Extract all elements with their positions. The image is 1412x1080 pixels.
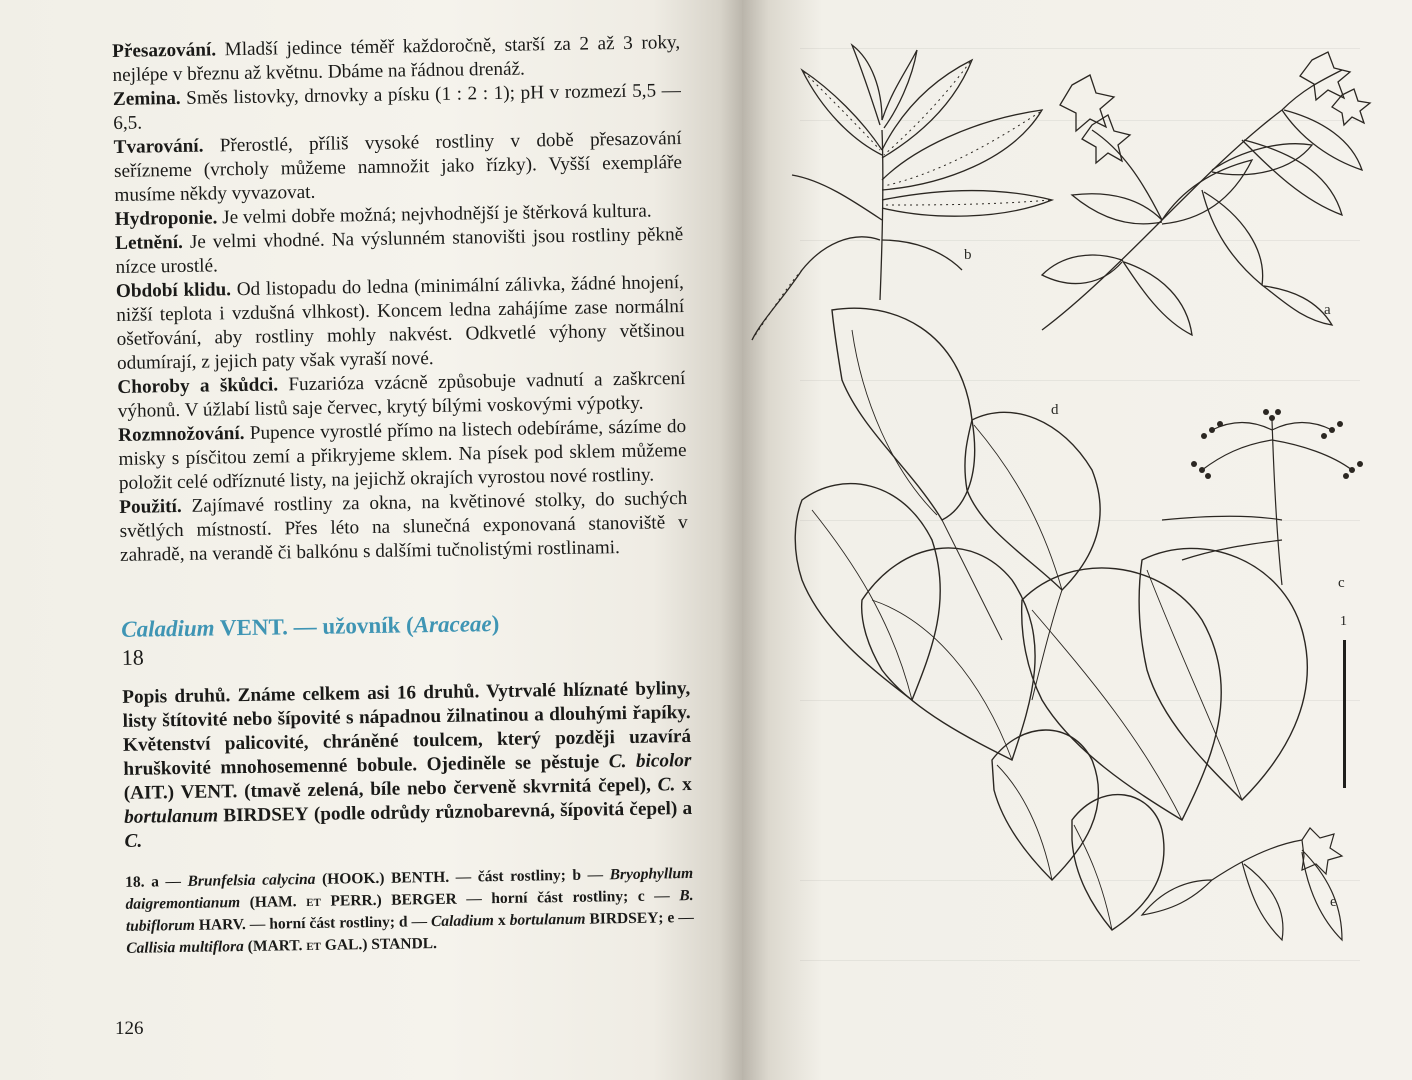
caption-species: Callisia multiflora	[126, 938, 244, 957]
botanical-illustration	[742, 0, 1412, 1080]
paragraph-text: (podle odrůdy různobarevná, šípovitá čepel) a	[308, 797, 693, 826]
paragraph-term: Letnění.	[115, 231, 184, 254]
paragraph-text: Je velmi vhodné. Na výslunném stanovišti jsou rostliny pěkně nízce urostlé.	[115, 224, 684, 278]
caption-text: — horní část rostliny; d —	[245, 913, 432, 934]
paragraph-text: Mladší jedince téměř každoročně, starší za 2 až 3 roky, nejlépe v březnu až květnu. Dbáme na řádnou drenáž.	[112, 32, 681, 86]
caption-species: Bryophyllum daigremontianum	[125, 864, 694, 913]
plant-b-bryophyllum	[752, 45, 1052, 340]
paragraph-obdobi-klidu	[116, 271, 685, 376]
figure-caption	[125, 863, 694, 960]
plate-label-a: a	[1324, 302, 1331, 318]
paragraph-text: x	[675, 773, 692, 796]
caption-species: Brunfelsia calycina	[187, 870, 316, 890]
section-family: Araceae	[413, 611, 492, 638]
section-genus: Caladium	[121, 615, 215, 642]
paragraph-text: Přerostlé, příliš vysoké rostliny v době přesazování seřízneme (vrcholy můžeme namnožit jako řízky). Vyšší exempláře musíme někdy vyvazovat.	[113, 128, 683, 206]
caption-author: (MART. et GAL.) STANDL.	[243, 935, 438, 956]
section-close: )	[491, 610, 500, 637]
paragraph-term: Choroby a škůdci.	[117, 374, 279, 398]
paragraph-term: Popis druhů.	[122, 685, 231, 708]
paragraph-text: Od listopadu do ledna (minimální zálivka, žádné hnojení, nižší teplota i vzdušná vlhkost). Koncem ledna zahájíme zase normální ošetřování, aby rostliny mohly nakvést. Odkvetlé výhony většinou odumírají, z jejich paty však vyraší nové.	[116, 272, 685, 374]
paragraph-term: Zemina.	[112, 87, 181, 110]
paragraph-term: Přesazování.	[112, 39, 217, 62]
paragraph-text: Pupence vyrostlé přímo na listech odebíráme, sázíme do misky s písčitou zemí a přikryjeme sklem. Na písek pod sklem můžeme položit celé odříznuté listy, na jejichž okrajích vyrostou nové rostliny.	[118, 416, 687, 494]
paragraph-text: Známe celkem asi 16 druhů. Vytrvalé hlíznaté byliny, listy štítovité nebo šípovité s nápadnou žilnatinou a dlouhými řapíky. Květenství palicovité, chráněné toulcem, který později uzavírá hruškovité mnohosemenné bobule. Ojediněle se pěstuje	[122, 677, 692, 780]
species-name: C. bicolor	[608, 749, 692, 773]
paragraph-rozmnozovani	[118, 415, 687, 496]
caption-text: 18. a —	[125, 872, 188, 891]
paragraph-term: Použití.	[119, 495, 182, 518]
caption-text: — část rostliny; b —	[449, 866, 610, 886]
plate-label-b: b	[964, 247, 972, 263]
species-name: C.	[657, 774, 676, 796]
caption-species: B. tubiflorum	[125, 886, 694, 935]
caption-species: bortulanum	[509, 910, 586, 929]
caption-author: HARV.	[194, 916, 246, 934]
caption-text: — horní část rostliny; c —	[456, 887, 680, 908]
species-name: C.	[124, 830, 143, 852]
figure-number: 18	[121, 644, 144, 670]
plate-label-d: d	[1051, 402, 1059, 418]
caption-species: Caladium	[430, 912, 495, 931]
right-page	[742, 0, 1412, 1080]
plate-label-c: c	[1338, 575, 1345, 591]
caption-text: ; e —	[658, 908, 694, 927]
paragraph-term: Hydroponie.	[114, 207, 218, 230]
paragraph-term: Období klidu.	[115, 279, 232, 302]
caption-author: BIRDSEY	[585, 909, 659, 928]
species-author: (AIT.) VENT.	[123, 781, 238, 804]
species-author: BIRDSEY	[217, 804, 309, 827]
paragraph-text: Zajímavé rostliny za okna, na květinové stolky, do suchých světlých místností. Přes léto na slunečná exponovaná stanoviště v zahradě, na verandě či balkónu s dalšími tučnolistými rostlinami.	[119, 488, 688, 566]
section-author-common-name: VENT. — užovník (	[214, 612, 414, 641]
scale-bar-label: 1	[1340, 614, 1347, 629]
plate-label-e: e	[1330, 894, 1337, 910]
plant-a-brunfelsia	[1042, 52, 1370, 335]
paragraph-text: Směs listovky, drnovky a písku (1 : 2 : 1); pH v rozmezí 5,5 — 6,5.	[113, 80, 682, 134]
paragraph-popis-druhu	[122, 677, 693, 854]
plant-e-callisia	[1142, 828, 1342, 940]
scale-bar	[1343, 640, 1346, 788]
paragraph-text: (tmavě zelená, bíle nebo červeně skvrnitá čepel),	[237, 774, 658, 803]
left-page-text	[112, 31, 694, 960]
page-number: 126	[115, 1018, 144, 1039]
caption-author: (HOOK.) BENTH.	[315, 868, 450, 888]
paragraph-text: Je velmi dobře možná; nejvhodnější je štěrková kultura.	[217, 200, 652, 229]
paragraph-term: Rozmnožování.	[118, 422, 245, 446]
paragraph-term: Tvarování.	[113, 135, 204, 158]
plant-c-bryophyllum-tubiflorum	[1162, 409, 1363, 585]
paragraph-tvarovani	[114, 127, 683, 208]
paragraph-text: Fuzarióza vzácně způsobuje vadnutí a zaškrcení výhonů. V úžlabí listů saje červec, krytý bílými voskovými výpotky.	[117, 368, 686, 422]
paragraph-pouziti	[119, 487, 688, 568]
species-name: bortulanum	[124, 805, 219, 828]
caption-author: (HAM. et PERR.) BERGER	[239, 890, 457, 912]
caption-text: x	[493, 911, 510, 930]
